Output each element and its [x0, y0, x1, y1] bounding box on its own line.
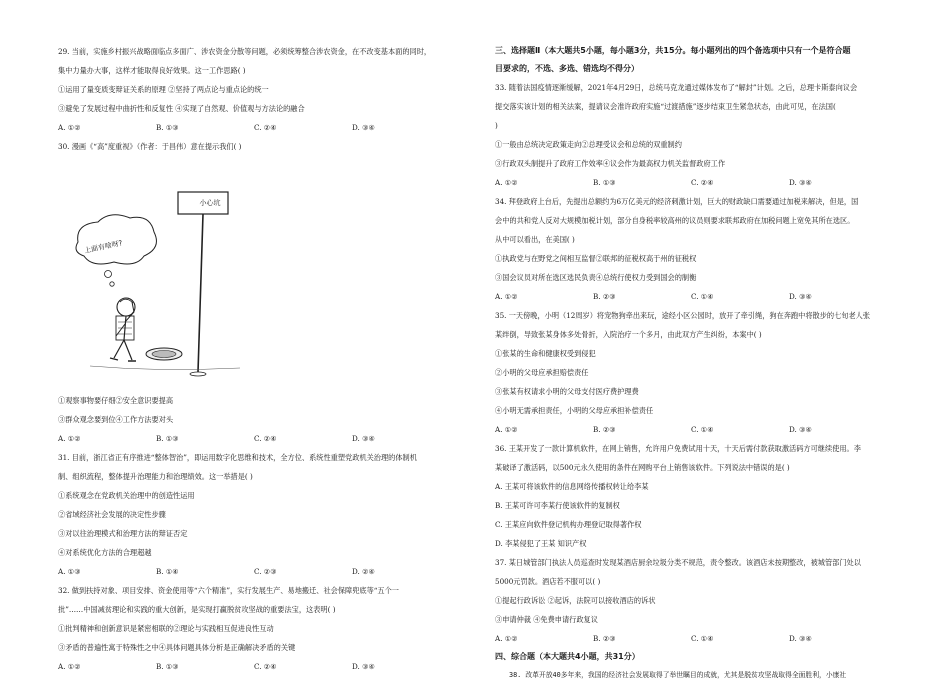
q34-stem-2: 会中的共和党人反对大规模加税计划，部分自身税率较高州的议员则要求联邦政府在加税问题上宽免其所在选区。 [495, 216, 855, 225]
question-29 [58, 42, 468, 137]
section-3-heading-1: 三、选择题Ⅱ（本大题共5小题，每小题3分，共15分。每小题列出的四个备选项中只有一个是符合题 [495, 46, 851, 55]
question-32 [58, 581, 468, 676]
q31-option-b: B. ①④ [156, 567, 179, 576]
q37-option-a: A. ①② [495, 634, 518, 643]
q29-options [58, 118, 468, 137]
q30-options [58, 429, 468, 448]
q32-option-d: D. ③④ [352, 662, 375, 671]
q29-option-b: B. ①③ [156, 123, 179, 132]
q32-stem-1: 32. 做到扶持对象、项目安排、资金使用等“六个精准”，实行发展生产、易地搬迁、社会保障兜底等“五个一 [58, 586, 399, 595]
q32-option-a: A. ①② [58, 662, 81, 671]
q29-option-c: C. ②④ [254, 123, 277, 132]
q31-item-3: ③对以往治理模式和治理方法的辩证否定 [58, 529, 188, 538]
q35-option-a: A. ①② [495, 425, 518, 434]
q34-options [495, 287, 927, 306]
q35-options [495, 420, 927, 439]
q31-option-c: C. ②③ [254, 567, 277, 576]
q31-item-2: ②省域经济社会发展的决定性步骤 [58, 510, 166, 519]
q32-option-b: B. ①③ [156, 662, 179, 671]
q36-option-c: C. 王某应向软件登记机构办理登记取得著作权 [495, 520, 642, 529]
q35-option-d: D. ③④ [789, 425, 812, 434]
q33-option-a: A. ①② [495, 178, 518, 187]
q34-item-2: ③国会议员对所在选区选民负责④总统行使权力受到国会的制衡 [495, 273, 697, 282]
q37-option-b: B. ②③ [593, 634, 616, 643]
q33-options [495, 173, 927, 192]
cartoon-sign-text: 小心坑 [199, 199, 221, 207]
q33-option-c: C. ②④ [691, 178, 714, 187]
q30-item-2: ③群众观念要到位④工作方法要对头 [58, 415, 174, 424]
q31-option-d: D. ②④ [352, 567, 375, 576]
question-36 [495, 439, 927, 553]
q30-option-d: D. ③④ [352, 434, 375, 443]
q37-item-2: ③申请仲裁 ④免费申请行政复议 [495, 615, 598, 624]
question-31 [58, 448, 468, 581]
section-4-heading: 四、综合题（本大题共4小题，共31分） [495, 652, 640, 661]
q37-option-c: C. ①④ [691, 634, 714, 643]
q32-stem-2: 批”……中国减贫理论和实践的重大创新，是实现打赢脱贫攻坚战的重要法宝，这表明( ) [58, 605, 336, 614]
q29-option-d: D. ③④ [352, 123, 375, 132]
q34-option-d: D. ③④ [789, 292, 812, 301]
q35-option-c: C. ①④ [691, 425, 714, 434]
cartoon-bubble-text: 上面有啥呀? [83, 239, 124, 255]
cartoon-drawing [70, 162, 270, 387]
q37-option-d: D. ③④ [789, 634, 812, 643]
q29-stem-1: 29. 当前，实施乡村振兴战略面临点多面广、涉农资金分散等问题，必须统筹整合涉农资金，在不改变基本面的同时， [58, 47, 432, 56]
q34-item-1: ①执政党与在野党之间相互监督②联邦的征税权高于州的征税权 [495, 254, 697, 263]
q35-item-1: ①张某的生命和健康权受到侵犯 [495, 349, 596, 358]
q36-stem-1: 36. 王某开发了一款计算机软件，在网上销售，允许用户免费试用十天，十天后需付款获取激活码方可继续使用。李 [495, 444, 861, 453]
q29-item-1: ①运用了量变质变辩证关系的原理 ②坚持了两点论与重点论的统一 [58, 85, 269, 94]
q36-option-b: B. 王某可许可李某行使该软件的复制权 [495, 501, 620, 510]
q31-item-1: ①系统观念在党政机关治理中的创造性运用 [58, 491, 195, 500]
q30-stem: 30. 漫画《“高”度重视》（作者：于昌伟）意在提示我们( ) [58, 142, 242, 151]
q35-option-b: B. ②③ [593, 425, 616, 434]
right-column [495, 42, 927, 685]
q38-stem: 38. 改革开放40多年来，我国的经济社会发展取得了举世瞩目的成就，尤其是脱贫攻坚战取得全面胜利，小康社 [509, 671, 847, 679]
q36-option-a: A. 王某可将该软件的信息网络传播权转让给李某 [495, 482, 649, 491]
left-column [58, 42, 468, 676]
q30-item-1: ①观察事物要仔细②安全意识要提高 [58, 396, 174, 405]
q33-stem-1: 33. 随着法国疫情逐渐缓解，2021年4月29日，总统马克龙通过媒体发布了“解封”计划。之后，总理卡斯泰向议会 [495, 83, 858, 92]
q37-item-1: ①提起行政诉讼 ②起诉，法院可以接收酒店的诉状 [495, 596, 656, 605]
q35-stem-1: 35. 一天傍晚，小明（12周岁）将宠物狗牵出来玩，途经小区公园时，放开了牵引绳，狗在奔跑中将散步的七旬老人张 [495, 311, 871, 320]
q31-item-4: ④对系统优化方法的合理超越 [58, 548, 152, 557]
q34-option-c: C. ①④ [691, 292, 714, 301]
q29-option-a: A. ①② [58, 123, 81, 132]
q37-stem-1: 37. 某日城管部门执法人员巡查时发现某酒店厨余垃圾分类不规范，责令整改。该酒店未按期整改，被城管部门处以 [495, 558, 861, 567]
q32-item-2: ③矛盾的普遍性寓于特殊性之中④具体问题具体分析是正确解决矛盾的关键 [58, 643, 296, 652]
question-30 [58, 137, 468, 448]
q33-item-2: ③行政双头制提升了政府工作效率④议会作为最高权力机关监督政府工作 [495, 159, 726, 168]
q35-item-3: ③张某有权请求小明的父母支付医疗费护理费 [495, 387, 639, 396]
q35-item-4: ④小明无需承担责任，小明的父母应承担补偿责任 [495, 406, 654, 415]
q33-option-b: B. ①③ [593, 178, 616, 187]
q36-option-d: D. 李某侵犯了王某 知识产权 [495, 539, 587, 548]
q31-option-a: A. ①③ [58, 567, 81, 576]
q35-item-2: ②小明的父母应承担赔偿责任 [495, 368, 589, 377]
q34-stem-3: 从中可以看出，在美国( ) [495, 235, 575, 244]
cartoon-illustration [70, 162, 270, 387]
q32-options [58, 657, 468, 676]
q34-option-a: A. ①② [495, 292, 518, 301]
question-37 [495, 553, 927, 648]
q33-item-1: ①一般由总统决定政策走向②总理受议会和总统的双重制约 [495, 140, 682, 149]
q31-stem-2: 制、组织流程，整体提升治理能力和治理绩效。这一举措是( ) [58, 472, 253, 481]
question-34 [495, 192, 927, 306]
q29-stem-2: 集中力量办大事，这样才能取得良好效果。这一工作思路( ) [58, 66, 246, 75]
q30-option-b: B. ①③ [156, 434, 179, 443]
q31-stem-1: 31. 目前，浙江省正有序推进“整体智治”，即运用数字化思维和技术，全方位、系统性重塑党政机关治理的体制机 [58, 453, 417, 462]
q33-stem-3: ) [495, 121, 498, 130]
q34-option-b: B. ②③ [593, 292, 616, 301]
q34-stem-1: 34. 拜登政府上台后，先提出总额约为6万亿美元的经济刺激计划，巨大的财政缺口需要通过加税来解决，但是，国 [495, 197, 859, 206]
q30-option-c: C. ②④ [254, 434, 277, 443]
q31-options [58, 562, 468, 581]
q37-options [495, 629, 927, 648]
q37-stem-2: 5000元罚款。酒店若不服可以( ) [495, 577, 601, 586]
q32-option-c: C. ②④ [254, 662, 277, 671]
q29-item-2: ③避免了发展过程中曲折性和反复性 ④实现了自然观、价值观与方法论的融合 [58, 104, 305, 113]
q33-option-d: D. ③④ [789, 178, 812, 187]
q33-stem-2: 提交落实该计划的相关法案，提请议会准许政府实施“过渡措施”逐步结束卫生紧急状态，由此可见，在法国( [495, 102, 836, 111]
q32-item-1: ①批判精神和创新意识是紧密相联的②理论与实践相互促进良性互动 [58, 624, 274, 633]
q36-stem-2: 某破译了激活码，以500元永久使用的条件在网购平台上销售该软件。下列说法中错误的是( ) [495, 463, 790, 472]
q30-option-a: A. ①② [58, 434, 81, 443]
question-33 [495, 78, 927, 192]
question-35 [495, 306, 927, 439]
section-3-heading-2: 目要求的，不选、多选、错选均不得分） [495, 64, 639, 73]
q35-stem-2: 某绊倒，导致张某身体多处骨折，入院治疗一个多月，由此双方产生纠纷，本案中( ) [495, 330, 762, 339]
